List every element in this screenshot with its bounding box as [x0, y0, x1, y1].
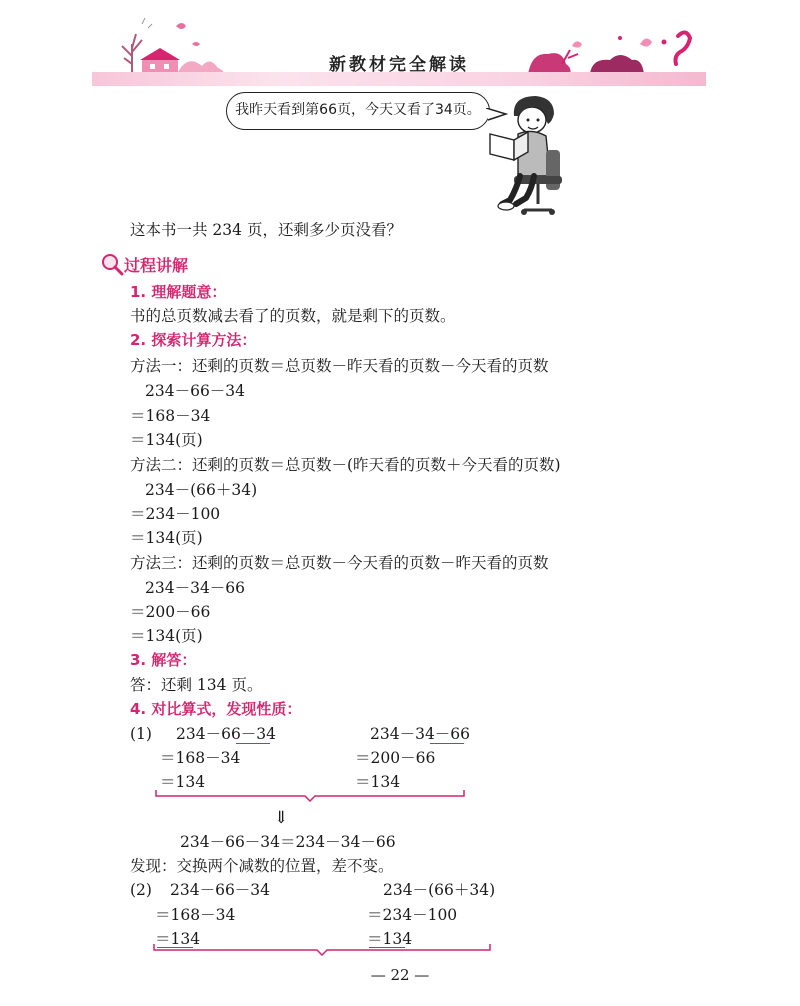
- part2-left-line3: ＝134: [155, 930, 201, 948]
- method3-line2: ＝200－66: [130, 603, 211, 621]
- method2-line1: 234－(66＋34): [145, 481, 258, 499]
- part1-left-line3: ＝134: [160, 773, 206, 791]
- part1-equation: 234－66－34＝234－34－66: [180, 833, 396, 851]
- part1-brace-icon: [150, 788, 470, 802]
- method1-line3: ＝134(页): [130, 431, 203, 449]
- step4-heading: 4. 对比算式，发现性质：: [130, 700, 302, 718]
- part2-left-line1: 234－66－34: [170, 881, 271, 899]
- speech-bubble: 我昨天看到第66页，今天又看了34页。: [226, 92, 490, 130]
- method3-line3: ＝134(页): [130, 627, 203, 645]
- part1-right-line1: 234－34－66: [370, 725, 471, 743]
- header-title: 新教材完全解读: [329, 55, 469, 75]
- part2-left-line2: ＝168－34: [155, 906, 236, 924]
- section-title: 过程讲解: [124, 256, 189, 275]
- part2-right-line2: ＝234－100: [367, 906, 458, 924]
- question-text: 这本书一共 234 页，还剩多少页没看？: [130, 221, 402, 239]
- magnifier-icon: [100, 252, 124, 278]
- part1-number: (1): [130, 725, 152, 743]
- part2-number: (2): [130, 881, 152, 899]
- method1-label: 方法一：还剩的页数＝总页数－昨天看的页数－今天看的页数: [130, 357, 549, 375]
- step2-heading: 2. 探索计算方法：: [130, 331, 257, 349]
- method2-line3: ＝134(页): [130, 529, 203, 547]
- part2-right-line3: ＝134: [367, 930, 413, 948]
- page-number: — 22 —: [370, 966, 430, 984]
- method1-line2: ＝168－34: [130, 407, 211, 425]
- step3-text: 答：还剩 134 页。: [130, 676, 263, 694]
- reading-boy-icon: [484, 90, 574, 218]
- step3-heading: 3. 解答：: [130, 651, 197, 669]
- step1-text: 书的总页数减去看了的页数，就是剩下的页数。: [130, 307, 456, 325]
- part1-right-line2: ＝200－66: [355, 749, 436, 767]
- underline-mark: [236, 743, 270, 744]
- method3-label: 方法三：还剩的页数＝总页数－今天看的页数－昨天看的页数: [130, 554, 549, 572]
- page-header: [92, 16, 706, 90]
- step1-heading: 1. 理解题意：: [130, 283, 227, 301]
- part1-right-line3: ＝134: [355, 773, 401, 791]
- method2-line2: ＝234－100: [130, 505, 221, 523]
- part1-left-line1: 234－66－34: [176, 725, 277, 743]
- method2-label: 方法二：还剩的页数＝总页数－(昨天看的页数＋今天看的页数): [130, 456, 561, 474]
- underline-mark: [430, 743, 464, 744]
- method1-line1: 234－66－34: [145, 382, 246, 400]
- down-arrow-icon: ⇓: [274, 808, 289, 828]
- method3-line1: 234－34－66: [145, 579, 246, 597]
- part2-right-line1: 234－(66＋34): [383, 881, 496, 899]
- part1-left-line2: ＝168－34: [160, 749, 241, 767]
- part1-finding: 发现：交换两个减数的位置，差不变。: [130, 857, 394, 875]
- part2-brace-icon: [150, 942, 494, 956]
